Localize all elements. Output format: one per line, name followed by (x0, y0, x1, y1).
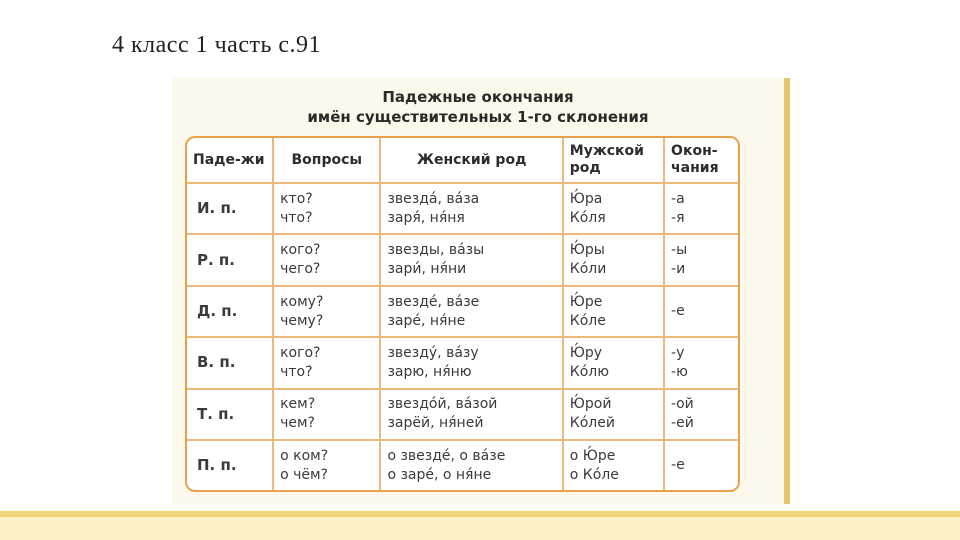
question: о чём? (280, 466, 328, 483)
question: кого? (280, 344, 321, 361)
feminine-example: звезда́, ва́за (387, 190, 480, 207)
endings-cell (665, 338, 738, 389)
case-cell: Т. п. (187, 390, 274, 441)
header-questions: Вопросы (274, 138, 381, 184)
ending: -ю (671, 363, 688, 380)
masculine-cell (564, 184, 665, 235)
masculine-example: Ко́ля (569, 209, 606, 226)
ending: -е (671, 457, 685, 474)
feminine-cell (381, 287, 563, 338)
case-cell: Д. п. (187, 287, 274, 338)
masculine-example: Ю́ре (569, 293, 603, 310)
feminine-cell (381, 441, 563, 490)
table-title-line-2: имён существительных 1-го склонения (307, 108, 649, 126)
masculine-example: Ю́ра (569, 190, 603, 207)
header-case: Паде-жи (187, 138, 274, 184)
ending: -е (671, 303, 685, 320)
masculine-example: Ю́рой (569, 396, 612, 413)
feminine-example: звезды, ва́зы (387, 242, 485, 259)
feminine-example: заре́, ня́не (387, 312, 466, 329)
ending: -а (671, 190, 685, 207)
table-row (187, 235, 738, 286)
questions-cell (274, 235, 381, 286)
masculine-cell (564, 390, 665, 441)
endings-cell (665, 441, 738, 490)
header-masculine: Мужской род (564, 138, 665, 184)
table-row (187, 184, 738, 235)
feminine-cell (381, 338, 563, 389)
ending: -ой (671, 396, 694, 413)
question: что? (280, 209, 313, 226)
questions-cell (274, 390, 381, 441)
question: чего? (280, 261, 321, 278)
table-row (187, 390, 738, 441)
ending: -ей (671, 415, 694, 432)
ending: -у (671, 344, 685, 361)
feminine-cell (381, 184, 563, 235)
question: чем? (280, 415, 315, 432)
bottom-band (0, 517, 960, 540)
table-row (187, 287, 738, 338)
feminine-example: заря́, ня́ня (387, 209, 465, 226)
question: кто? (280, 190, 313, 207)
case-cell: Р. п. (187, 235, 274, 286)
masculine-cell (564, 441, 665, 490)
masculine-example: Ко́ли (569, 261, 607, 278)
masculine-example: о Ко́ле (569, 466, 619, 483)
questions-cell (274, 338, 381, 389)
feminine-example: зарёй, ня́ней (387, 415, 484, 432)
feminine-example: о заре́, о ня́не (387, 466, 492, 483)
feminine-cell (381, 235, 563, 286)
table-row (187, 338, 738, 389)
textbook-panel (172, 78, 784, 504)
case-cell: П. п. (187, 441, 274, 490)
masculine-example: Ко́лей (569, 415, 615, 432)
feminine-example: зари́, ня́ни (387, 261, 467, 278)
masculine-example: Ко́ле (569, 312, 606, 329)
question: кем? (280, 396, 316, 413)
question: кому? (280, 293, 324, 310)
questions-cell (274, 184, 381, 235)
ending: -и (671, 261, 686, 278)
masculine-example: Ю́ру (569, 344, 603, 361)
header-endings: Окон-чания (665, 138, 738, 184)
header-feminine: Женский род (381, 138, 563, 184)
question: что? (280, 363, 313, 380)
masculine-example: Ю́ры (569, 242, 605, 259)
masculine-example: о Ю́ре (569, 447, 616, 464)
masculine-cell (564, 287, 665, 338)
case-endings-table (185, 136, 740, 492)
feminine-example: звезде́, ва́зе (387, 293, 480, 310)
slide-title: 4 класс 1 часть с.91 (112, 32, 322, 58)
endings-cell (665, 390, 738, 441)
masculine-example: Ко́лю (569, 363, 610, 380)
question: о ком? (280, 447, 329, 464)
ending: -ы (671, 242, 688, 259)
feminine-example: о звезде́, о ва́зе (387, 447, 506, 464)
table-title-line-1: Падежные окончания (382, 88, 574, 106)
questions-cell (274, 287, 381, 338)
panel-edge (784, 78, 790, 504)
table-row (187, 441, 738, 490)
masculine-cell (564, 338, 665, 389)
feminine-example: зарю, ня́ню (387, 363, 472, 380)
endings-cell (665, 287, 738, 338)
questions-cell (274, 441, 381, 490)
feminine-example: звезду́, ва́зу (387, 344, 479, 361)
case-cell: В. п. (187, 338, 274, 389)
feminine-example: звездо́й, ва́зой (387, 396, 498, 413)
question: чему? (280, 312, 324, 329)
feminine-cell (381, 390, 563, 441)
case-cell: И. п. (187, 184, 274, 235)
endings-cell (665, 235, 738, 286)
ending: -я (671, 209, 685, 226)
question: кого? (280, 242, 321, 259)
masculine-cell (564, 235, 665, 286)
endings-cell (665, 184, 738, 235)
